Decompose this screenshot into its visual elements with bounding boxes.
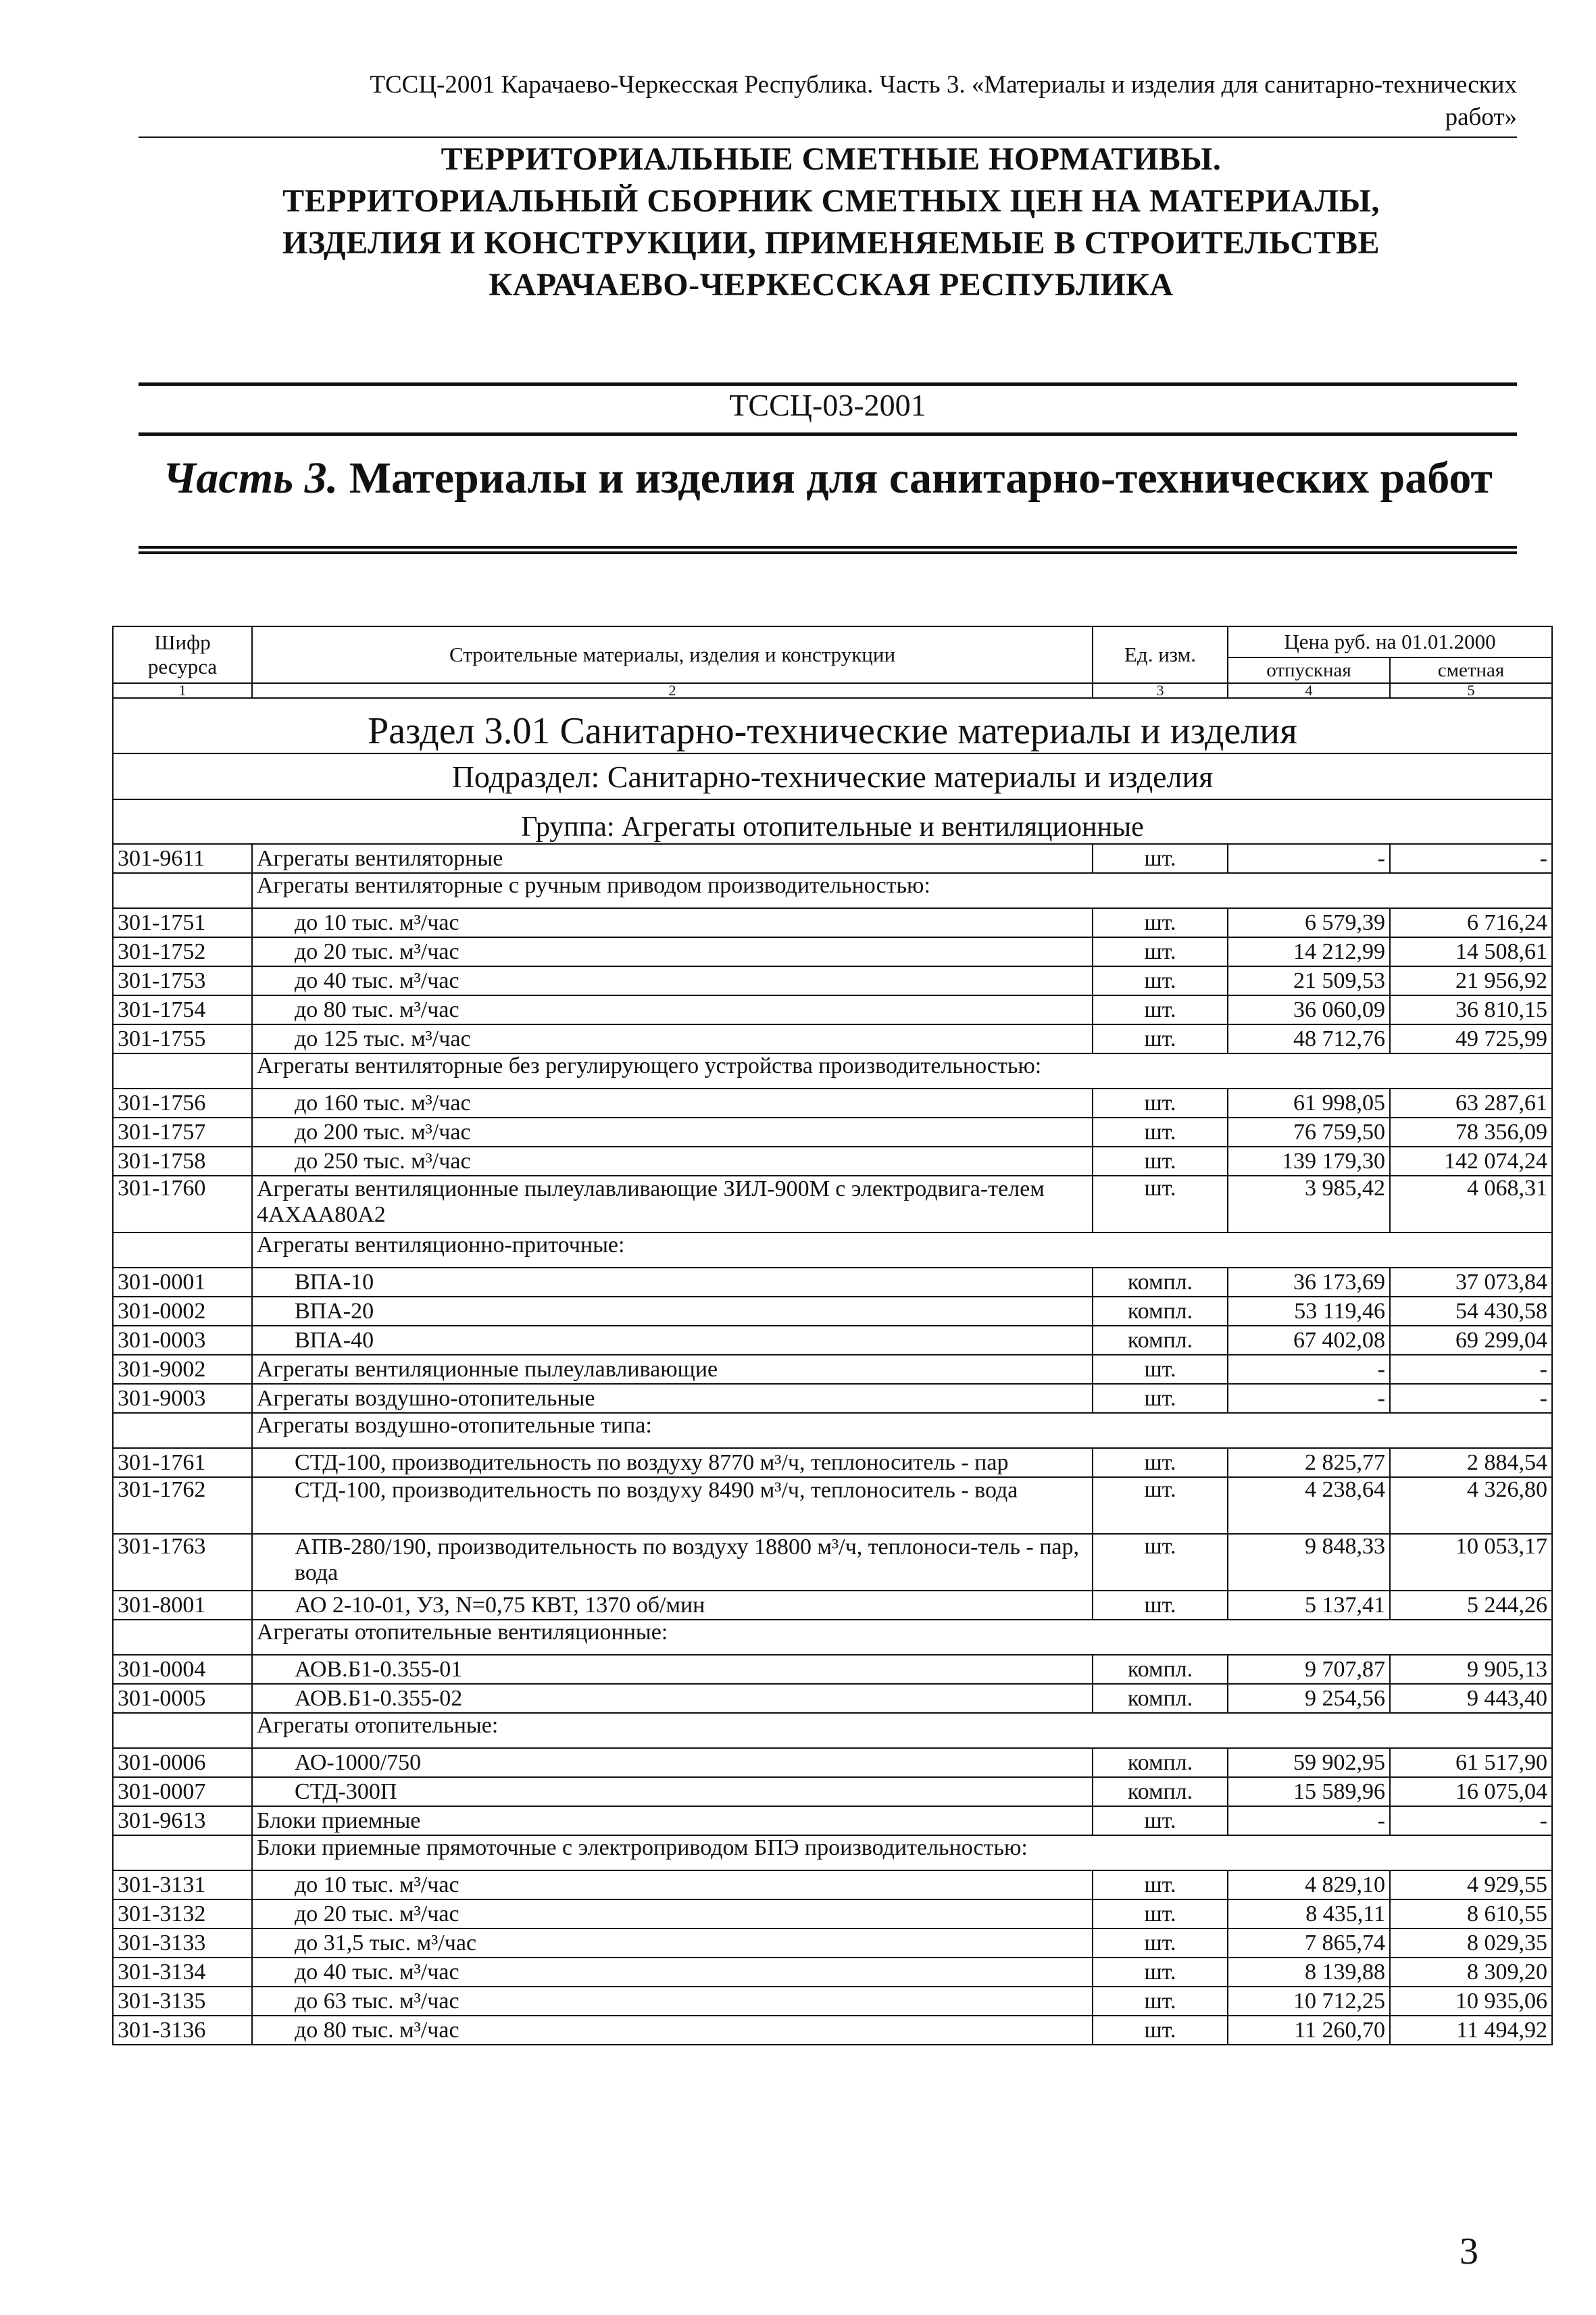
part-name: Материалы и изделия для санитарно-технических работ xyxy=(349,453,1493,503)
resource-code: 301-0003 xyxy=(113,1326,252,1355)
release-price: 9 848,33 xyxy=(1228,1534,1390,1591)
category-row xyxy=(113,1713,1552,1748)
release-price: 36 060,09 xyxy=(1228,995,1390,1024)
material-name: до 250 тыс. м³/час xyxy=(252,1147,1093,1176)
release-price: 61 998,05 xyxy=(1228,1089,1390,1118)
resource-code: 301-1751 xyxy=(113,908,252,937)
unit-of-measure: шт. xyxy=(1093,1384,1228,1413)
table-row xyxy=(113,1777,1552,1806)
resource-code-cell xyxy=(113,1835,252,1870)
page-number: 3 xyxy=(1460,2231,1478,2272)
release-price: 5 137,41 xyxy=(1228,1591,1390,1620)
material-name: Агрегаты воздушно-отопительные xyxy=(252,1384,1093,1413)
table-body xyxy=(113,698,1552,2045)
table-row xyxy=(113,1326,1552,1355)
unit-of-measure: компл. xyxy=(1093,1777,1228,1806)
release-price: - xyxy=(1228,1806,1390,1835)
category-row xyxy=(113,1233,1552,1268)
resource-code: 301-0002 xyxy=(113,1297,252,1326)
material-name: до 20 тыс. м³/час xyxy=(252,1899,1093,1928)
unit-of-measure: компл. xyxy=(1093,1655,1228,1684)
estimate-price: 21 956,92 xyxy=(1390,966,1552,995)
table-row xyxy=(113,1534,1552,1591)
material-name: Блоки приемные xyxy=(252,1806,1093,1835)
estimate-price: 36 810,15 xyxy=(1390,995,1552,1024)
estimate-price: 9 443,40 xyxy=(1390,1684,1552,1713)
unit-of-measure: шт. xyxy=(1093,908,1228,937)
unit-of-measure: шт. xyxy=(1093,1118,1228,1147)
code-bottom-rule xyxy=(139,432,1517,436)
resource-code-cell xyxy=(113,873,252,908)
table-row xyxy=(113,1477,1552,1534)
estimate-price: 4 929,55 xyxy=(1390,1870,1552,1899)
col-header-name: Строительные материалы, изделия и конструкции xyxy=(252,626,1093,683)
release-price: 4 829,10 xyxy=(1228,1870,1390,1899)
category-caption: Агрегаты вентиляторные без регулирующего устройства производительностью: xyxy=(252,1053,1552,1089)
resource-code: 301-0004 xyxy=(113,1655,252,1684)
estimate-price: 4 068,31 xyxy=(1390,1176,1552,1233)
resource-code: 301-1757 xyxy=(113,1118,252,1147)
resource-code: 301-1761 xyxy=(113,1448,252,1477)
resource-code: 301-3134 xyxy=(113,1958,252,1987)
resource-code: 301-1763 xyxy=(113,1534,252,1591)
release-price: 48 712,76 xyxy=(1228,1024,1390,1053)
resource-code: 301-3136 xyxy=(113,2016,252,2045)
col-number: 4 xyxy=(1228,683,1390,698)
release-price: 8 435,11 xyxy=(1228,1899,1390,1928)
unit-of-measure: компл. xyxy=(1093,1268,1228,1297)
material-name: АОВ.Б1-0.355-01 xyxy=(252,1655,1093,1684)
table-row xyxy=(113,1987,1552,2016)
unit-of-measure: компл. xyxy=(1093,1748,1228,1777)
category-row xyxy=(113,873,1552,908)
table-row xyxy=(113,1147,1552,1176)
estimate-price: 142 074,24 xyxy=(1390,1147,1552,1176)
category-row xyxy=(113,1053,1552,1089)
resource-code: 301-1758 xyxy=(113,1147,252,1176)
release-price: 10 712,25 xyxy=(1228,1987,1390,2016)
unit-of-measure: шт. xyxy=(1093,1806,1228,1835)
code-top-rule xyxy=(139,382,1517,386)
release-price: 9 707,87 xyxy=(1228,1655,1390,1684)
part-rule-2 xyxy=(139,551,1517,554)
table-row xyxy=(113,1384,1552,1413)
material-name: ВПА-40 xyxy=(252,1326,1093,1355)
resource-code: 301-0007 xyxy=(113,1777,252,1806)
material-name: до 10 тыс. м³/час xyxy=(252,1870,1093,1899)
category-caption: Блоки приемные прямоточные с электроприводом БПЭ производительностью: xyxy=(252,1835,1552,1870)
resource-code: 301-1754 xyxy=(113,995,252,1024)
table-row xyxy=(113,1024,1552,1053)
col-number: 2 xyxy=(252,683,1093,698)
category-caption: Агрегаты отопительные вентиляционные: xyxy=(252,1620,1552,1655)
material-name: Агрегаты вентиляционные пылеулавливающие xyxy=(252,1355,1093,1384)
estimate-price: 4 326,80 xyxy=(1390,1477,1552,1534)
material-name: АПВ-280/190, производительность по воздуху 18800 м³/ч, теплоноси-тель - пар, вода xyxy=(252,1534,1093,1591)
table-row xyxy=(113,1748,1552,1777)
estimate-price: 10 053,17 xyxy=(1390,1534,1552,1591)
unit-of-measure: шт. xyxy=(1093,966,1228,995)
table-row xyxy=(113,1297,1552,1326)
release-price: 3 985,42 xyxy=(1228,1176,1390,1233)
estimate-price: 78 356,09 xyxy=(1390,1118,1552,1147)
table-row xyxy=(113,1655,1552,1684)
table-row xyxy=(113,1176,1552,1233)
running-header-continuation: работ» xyxy=(1445,103,1517,131)
release-price: 67 402,08 xyxy=(1228,1326,1390,1355)
estimate-price: 9 905,13 xyxy=(1390,1655,1552,1684)
release-price: 7 865,74 xyxy=(1228,1928,1390,1958)
material-name: СТД-100, производительность по воздуху 8490 м³/ч, теплоноситель - вода xyxy=(252,1477,1093,1534)
resource-code-cell xyxy=(113,1413,252,1448)
table-row xyxy=(113,1899,1552,1928)
material-name: до 31,5 тыс. м³/час xyxy=(252,1928,1093,1958)
unit-of-measure: шт. xyxy=(1093,1147,1228,1176)
material-name: до 20 тыс. м³/час xyxy=(252,937,1093,966)
material-name: СТД-300П xyxy=(252,1777,1093,1806)
table-row xyxy=(113,937,1552,966)
release-price: 139 179,30 xyxy=(1228,1147,1390,1176)
resource-code: 301-0001 xyxy=(113,1268,252,1297)
unit-of-measure: компл. xyxy=(1093,1326,1228,1355)
estimate-price: 63 287,61 xyxy=(1390,1089,1552,1118)
material-name: ВПА-20 xyxy=(252,1297,1093,1326)
estimate-price: - xyxy=(1390,1806,1552,1835)
unit-of-measure: шт. xyxy=(1093,1176,1228,1233)
table-row xyxy=(113,1448,1552,1477)
table-row xyxy=(113,844,1552,873)
unit-of-measure: компл. xyxy=(1093,1297,1228,1326)
release-price: 36 173,69 xyxy=(1228,1268,1390,1297)
estimate-price: 14 508,61 xyxy=(1390,937,1552,966)
unit-of-measure: шт. xyxy=(1093,1355,1228,1384)
resource-code-cell xyxy=(113,1233,252,1268)
estimate-price: - xyxy=(1390,844,1552,873)
running-header: ТССЦ-2001 Карачаево-Черкесская Республика. Часть 3. «Материалы и изделия для санитарно-технических xyxy=(370,71,1517,99)
unit-of-measure: шт. xyxy=(1093,1928,1228,1958)
unit-of-measure: шт. xyxy=(1093,1089,1228,1118)
title-line-3: ИЗДЕЛИЯ И КОНСТРУКЦИИ, ПРИМЕНЯЕМЫЕ В СТРОИТЕЛЬСТВЕ xyxy=(282,225,1380,261)
release-price: 4 238,64 xyxy=(1228,1477,1390,1534)
unit-of-measure: шт. xyxy=(1093,1958,1228,1987)
material-name: до 125 тыс. м³/час xyxy=(252,1024,1093,1053)
release-price: 76 759,50 xyxy=(1228,1118,1390,1147)
release-price: 14 212,99 xyxy=(1228,937,1390,966)
material-name: АО-1000/750 xyxy=(252,1748,1093,1777)
category-caption: Агрегаты вентиляционно-приточные: xyxy=(252,1233,1552,1268)
resource-code: 301-9613 xyxy=(113,1806,252,1835)
category-row xyxy=(113,1620,1552,1655)
category-caption: Агрегаты вентиляторные с ручным приводом производительностью: xyxy=(252,873,1552,908)
resource-code: 301-1752 xyxy=(113,937,252,966)
unit-of-measure: шт. xyxy=(1093,937,1228,966)
resource-code: 301-3133 xyxy=(113,1928,252,1958)
table-row xyxy=(113,1591,1552,1620)
table-row xyxy=(113,1355,1552,1384)
resource-code: 301-3132 xyxy=(113,1899,252,1928)
title-line-2: ТЕРРИТОРИАЛЬНЫЙ СБОРНИК СМЕТНЫХ ЦЕН НА МАТЕРИАЛЫ, xyxy=(282,183,1380,219)
estimate-price: - xyxy=(1390,1355,1552,1384)
resource-code: 301-1755 xyxy=(113,1024,252,1053)
part-title xyxy=(139,453,1517,504)
group-heading: Группа: Агрегаты отопительные и вентиляционные xyxy=(113,799,1552,844)
col-number: 5 xyxy=(1390,683,1552,698)
resource-code-cell xyxy=(113,1620,252,1655)
release-price: 15 589,96 xyxy=(1228,1777,1390,1806)
resource-code-cell xyxy=(113,1713,252,1748)
table-row xyxy=(113,2016,1552,2045)
estimate-price: 49 725,99 xyxy=(1390,1024,1552,1053)
collection-code: ТССЦ-03-2001 xyxy=(729,388,926,422)
material-name: до 80 тыс. м³/час xyxy=(252,2016,1093,2045)
material-name: АОВ.Б1-0.355-02 xyxy=(252,1684,1093,1713)
release-price: - xyxy=(1228,1355,1390,1384)
price-table xyxy=(112,626,1553,2045)
material-name: СТД-100, производительность по воздуху 8770 м³/ч, теплоноситель - пар xyxy=(252,1448,1093,1477)
estimate-price: 61 517,90 xyxy=(1390,1748,1552,1777)
material-name: до 63 тыс. м³/час xyxy=(252,1987,1093,2016)
release-price: 53 119,46 xyxy=(1228,1297,1390,1326)
resource-code: 301-8001 xyxy=(113,1591,252,1620)
category-row xyxy=(113,1835,1552,1870)
material-name: до 160 тыс. м³/час xyxy=(252,1089,1093,1118)
resource-code: 301-0005 xyxy=(113,1684,252,1713)
material-name: до 40 тыс. м³/час xyxy=(252,966,1093,995)
release-price: 8 139,88 xyxy=(1228,1958,1390,1987)
unit-of-measure: шт. xyxy=(1093,1024,1228,1053)
table-row xyxy=(113,966,1552,995)
resource-code: 301-0006 xyxy=(113,1748,252,1777)
col-header-release-price: отпускная xyxy=(1228,657,1390,683)
release-price: 6 579,39 xyxy=(1228,908,1390,937)
resource-code: 301-1760 xyxy=(113,1176,252,1233)
col-header-unit: Ед. изм. xyxy=(1093,626,1228,683)
unit-of-measure: шт. xyxy=(1093,1477,1228,1534)
unit-of-measure: шт. xyxy=(1093,995,1228,1024)
title-line-4: КАРАЧАЕВО-ЧЕРКЕССКАЯ РЕСПУБЛИКА xyxy=(489,267,1174,303)
estimate-price: 8 309,20 xyxy=(1390,1958,1552,1987)
estimate-price: 10 935,06 xyxy=(1390,1987,1552,2016)
estimate-price: 69 299,04 xyxy=(1390,1326,1552,1355)
material-name: ВПА-10 xyxy=(252,1268,1093,1297)
unit-of-measure: шт. xyxy=(1093,1987,1228,2016)
table-row xyxy=(113,908,1552,937)
resource-code: 301-9611 xyxy=(113,844,252,873)
estimate-price: 8 029,35 xyxy=(1390,1928,1552,1958)
table-row xyxy=(113,1268,1552,1297)
category-caption: Агрегаты воздушно-отопительные типа: xyxy=(252,1413,1552,1448)
resource-code-cell xyxy=(113,1053,252,1089)
estimate-price: 37 073,84 xyxy=(1390,1268,1552,1297)
release-price: 9 254,56 xyxy=(1228,1684,1390,1713)
estimate-price: - xyxy=(1390,1384,1552,1413)
resource-code: 301-9003 xyxy=(113,1384,252,1413)
release-price: - xyxy=(1228,1384,1390,1413)
col-header-price: Цена руб. на 01.01.2000 xyxy=(1228,626,1552,657)
estimate-price: 6 716,24 xyxy=(1390,908,1552,937)
material-name: Агрегаты вентиляционные пылеулавливающие ЗИЛ-900М с электродвига-телем 4АХАА80А2 xyxy=(252,1176,1093,1233)
material-name: до 10 тыс. м³/час xyxy=(252,908,1093,937)
release-price: - xyxy=(1228,844,1390,873)
estimate-price: 16 075,04 xyxy=(1390,1777,1552,1806)
resource-code: 301-1753 xyxy=(113,966,252,995)
title-line-1: ТЕРРИТОРИАЛЬНЫЕ СМЕТНЫЕ НОРМАТИВЫ. xyxy=(441,141,1222,177)
unit-of-measure: шт. xyxy=(1093,1870,1228,1899)
subsection-heading: Подраздел: Санитарно-технические материалы и изделия xyxy=(113,753,1552,799)
unit-of-measure: шт. xyxy=(1093,1534,1228,1591)
resource-code: 301-3131 xyxy=(113,1870,252,1899)
resource-code: 301-9002 xyxy=(113,1355,252,1384)
category-caption: Агрегаты отопительные: xyxy=(252,1713,1552,1748)
part-rule-1 xyxy=(139,546,1517,549)
resource-code: 301-1762 xyxy=(113,1477,252,1534)
estimate-price: 2 884,54 xyxy=(1390,1448,1552,1477)
material-name: до 80 тыс. м³/час xyxy=(252,995,1093,1024)
table-row xyxy=(113,995,1552,1024)
release-price: 2 825,77 xyxy=(1228,1448,1390,1477)
table-row xyxy=(113,1118,1552,1147)
part-label: Часть 3. xyxy=(163,453,339,503)
resource-code: 301-3135 xyxy=(113,1987,252,2016)
header-rule xyxy=(139,136,1517,138)
release-price: 59 902,95 xyxy=(1228,1748,1390,1777)
table-row xyxy=(113,1870,1552,1899)
table-row xyxy=(113,1928,1552,1958)
unit-of-measure: шт. xyxy=(1093,1448,1228,1477)
release-price: 21 509,53 xyxy=(1228,966,1390,995)
unit-of-measure: шт. xyxy=(1093,844,1228,873)
material-name: АО 2-10-01, УЗ, N=0,75 КВТ, 1370 об/мин xyxy=(252,1591,1093,1620)
unit-of-measure: шт. xyxy=(1093,2016,1228,2045)
release-price: 11 260,70 xyxy=(1228,2016,1390,2045)
unit-of-measure: шт. xyxy=(1093,1899,1228,1928)
unit-of-measure: шт. xyxy=(1093,1591,1228,1620)
table-row xyxy=(113,1089,1552,1118)
section-heading: Раздел 3.01 Санитарно-технические материалы и изделия xyxy=(113,698,1552,753)
estimate-price: 54 430,58 xyxy=(1390,1297,1552,1326)
material-name: до 40 тыс. м³/час xyxy=(252,1958,1093,1987)
table-row xyxy=(113,1684,1552,1713)
col-header-code: Шифр ресурса xyxy=(113,626,252,683)
category-row xyxy=(113,1413,1552,1448)
col-number: 3 xyxy=(1093,683,1228,698)
estimate-price: 8 610,55 xyxy=(1390,1899,1552,1928)
col-header-estimate-price: сметная xyxy=(1390,657,1552,683)
estimate-price: 11 494,92 xyxy=(1390,2016,1552,2045)
table-row xyxy=(113,1806,1552,1835)
resource-code: 301-1756 xyxy=(113,1089,252,1118)
unit-of-measure: компл. xyxy=(1093,1684,1228,1713)
material-name: до 200 тыс. м³/час xyxy=(252,1118,1093,1147)
table-row xyxy=(113,1958,1552,1987)
estimate-price: 5 244,26 xyxy=(1390,1591,1552,1620)
material-name: Агрегаты вентиляторные xyxy=(252,844,1093,873)
col-number: 1 xyxy=(113,683,252,698)
